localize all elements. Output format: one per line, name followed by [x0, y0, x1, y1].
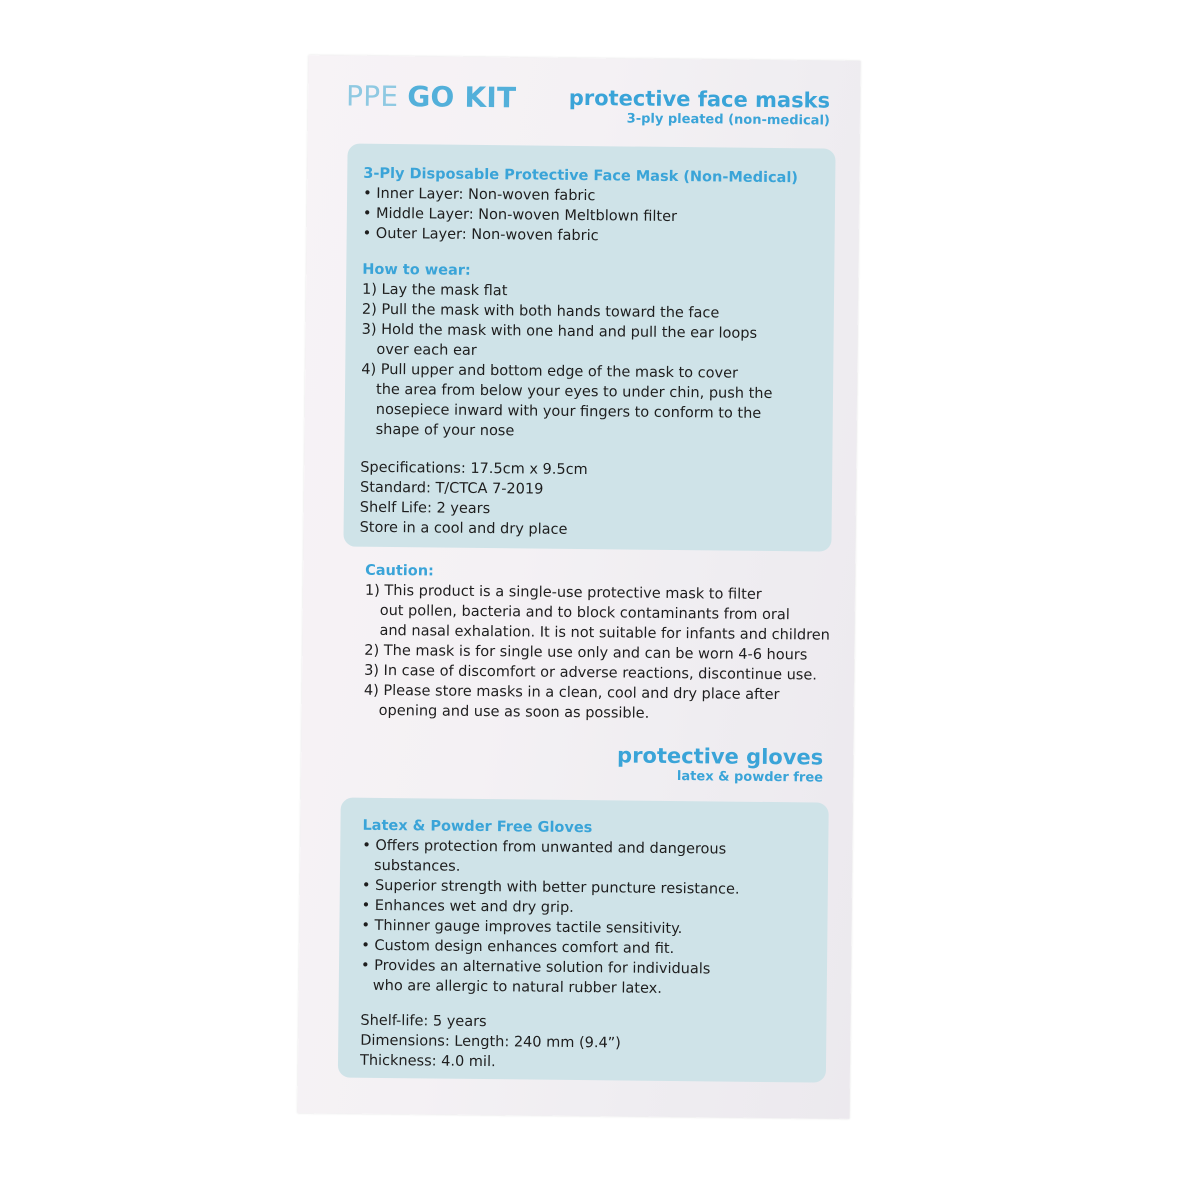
- masks-title: protective face masks: [568, 85, 831, 113]
- list-item: 2) The mask is for single use only and can be worn 4-6 hours: [364, 642, 808, 664]
- glove-info-panel: [338, 798, 829, 1083]
- list-item: • Outer Layer: Non-woven fabric: [362, 225, 599, 245]
- brand-logo: [346, 80, 516, 115]
- list-item: the area from below your eyes to under chin, push the: [375, 381, 773, 403]
- how-to-wear-steps: [361, 280, 797, 445]
- masks-subtitle: 3-ply pleated (non-medical): [626, 111, 830, 129]
- list-item: • Thinner gauge improves tactile sensitivity.: [361, 917, 683, 938]
- glove-features: [361, 836, 740, 1000]
- spec-line: Shelf-life: 5 years: [360, 1012, 487, 1031]
- spec-line: Dimensions: Length: 240 mm (9.4”): [360, 1032, 621, 1052]
- list-item: 4) Pull upper and bottom edge of the mask to cover: [361, 361, 739, 382]
- list-item: shape of your nose: [375, 421, 515, 440]
- layer-list: [363, 184, 798, 249]
- mask-panel-title: 3-Ply Disposable Protective Face Mask (Non-Medical): [363, 165, 799, 187]
- gloves-title: protective gloves: [616, 743, 824, 770]
- list-item: • Offers protection from unwanted and dangerous: [362, 837, 727, 858]
- caution-block: [364, 561, 831, 726]
- instruction-leaflet: [297, 55, 860, 1119]
- gloves-subtitle: latex & powder free: [676, 769, 824, 786]
- list-item: who are allergic to natural rubber latex.: [372, 977, 662, 997]
- how-to-wear-title: How to wear:: [362, 261, 471, 279]
- list-item: out pollen, bacteria and to block contaminants from oral: [379, 602, 790, 624]
- list-item: • Superior strength with better puncture resistance.: [361, 877, 740, 898]
- list-item: • Custom design enhances comfort and fit.: [361, 937, 675, 958]
- spec-line: Standard: T/CTCA 7-2019: [359, 479, 544, 498]
- list-item: 1) Lay the mask flat: [362, 281, 508, 300]
- brand-bold: GO KIT: [407, 80, 517, 115]
- list-item: substances.: [373, 857, 461, 875]
- list-item: • Middle Layer: Non-woven Meltblown filter: [362, 205, 678, 226]
- mask-specs: [360, 458, 796, 543]
- spec-line: Shelf Life: 2 years: [359, 499, 491, 518]
- list-item: over each ear: [376, 341, 477, 359]
- mask-info-panel: [343, 144, 835, 552]
- spec-line: Thickness: 4.0 mil.: [359, 1052, 496, 1071]
- caution-list: [364, 581, 831, 726]
- spec-line: Store in a cool and dry place: [359, 519, 568, 538]
- list-item: 4) Please store masks in a clean, cool and dry place after: [363, 682, 780, 704]
- glove-specs: [360, 1011, 738, 1075]
- glove-panel-title: Latex & Powder Free Gloves: [362, 817, 593, 837]
- gloves-section-header: [617, 743, 824, 785]
- caution-title: Caution:: [365, 562, 434, 580]
- brand-light: PPE: [345, 79, 399, 114]
- masks-section-header: [568, 86, 830, 129]
- list-item: 2) Pull the mask with both hands toward the face: [361, 301, 720, 322]
- list-item: 1) This product is a single-use protective mask to filter: [364, 582, 762, 603]
- spec-line: Specifications: 17.5cm x 9.5cm: [360, 459, 588, 479]
- list-item: • Provides an alternative solution for individuals: [360, 957, 711, 978]
- list-item: and nasal exhalation. It is not suitable for infants and children: [379, 622, 830, 644]
- list-item: 3) In case of discomfort or adverse reactions, discontinue use.: [364, 662, 818, 684]
- list-item: • Enhances wet and dry grip.: [361, 897, 574, 916]
- list-item: opening and use as soon as possible.: [378, 702, 650, 722]
- list-item: nosepiece inward with your fingers to conform to the: [375, 401, 762, 422]
- list-item: 3) Hold the mask with one hand and pull the ear loops: [361, 321, 758, 342]
- list-item: • Inner Layer: Non-woven fabric: [363, 185, 596, 205]
